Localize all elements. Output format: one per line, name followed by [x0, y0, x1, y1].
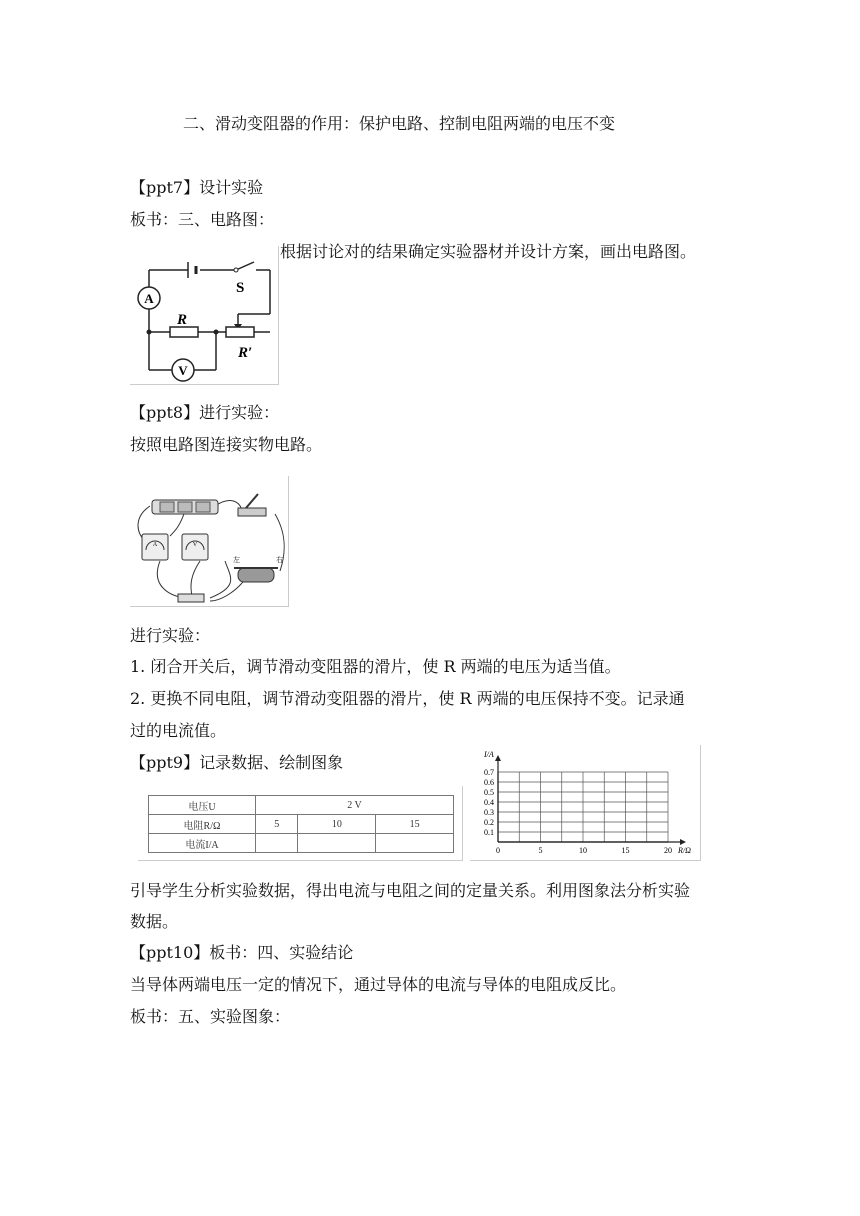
y-tick-label: 0.4	[484, 798, 494, 807]
y-tick-label: 0.1	[484, 828, 494, 837]
conclusion-text: 当导体两端电压一定的情况下，通过导体的电流与导体的电阻成反比。	[130, 975, 627, 994]
y-tick-label: 0.3	[484, 808, 494, 817]
ppt9-heading: 【ppt9】记录数据、绘制图象	[130, 753, 344, 772]
y-tick-label: 0.7	[484, 768, 494, 777]
switch-label: S	[236, 280, 245, 296]
resistor-label: R	[177, 312, 188, 328]
voltmeter-label: V	[178, 363, 188, 378]
connect-circuit-text: 按照电路图连接实物电路。	[130, 435, 323, 454]
circuit-diagram	[130, 246, 279, 385]
table-frame	[138, 786, 463, 861]
table-cell: 15	[376, 815, 454, 834]
table-cell: 电压U	[149, 796, 256, 815]
ppt10-heading: 【ppt10】板书：四、实验结论	[130, 943, 354, 962]
i-r-grid-chart	[470, 745, 701, 861]
do-experiment-label: 进行实验：	[130, 626, 211, 645]
rheostat-symbol	[226, 327, 254, 337]
photo-left-label: 左	[233, 556, 240, 564]
x-axis-arrow-icon	[680, 839, 686, 845]
ppt7-heading: 【ppt7】设计实验	[130, 178, 264, 197]
y-axis-arrow-icon	[495, 755, 501, 761]
step-2-line-2: 过的电流值。	[130, 721, 227, 740]
step-2-line-1: 2. 更换不同电阻，调节滑动变阻器的滑片，使 R 两端的电压保持不变。记录通	[130, 689, 685, 708]
rheostat-label: R′	[238, 345, 253, 361]
table-cell: 5	[256, 815, 298, 834]
rheostat-part	[238, 568, 274, 582]
x-tick-label: 15	[621, 846, 630, 855]
x-tick-label: 0	[496, 846, 500, 855]
resistor-symbol	[170, 327, 198, 337]
photo-ammeter-label: A	[152, 542, 158, 548]
board-graph-label: 板书：五、实验图象：	[130, 1007, 291, 1026]
resistor-part	[178, 594, 204, 602]
x-tick-label: 20	[664, 846, 672, 855]
ammeter-label: A	[144, 291, 154, 306]
photo-right-label: 右	[276, 556, 283, 564]
switch-part	[238, 508, 266, 516]
board-circuit-label: 板书：三、电路图：	[130, 210, 275, 229]
photo-voltmeter-label: V	[192, 542, 198, 548]
step-1: 1. 闭合开关后，调节滑动变阻器的滑片，使 R 两端的电压为适当值。	[130, 657, 621, 676]
analysis-line-2: 数据。	[130, 912, 179, 931]
y-axis-label: I/A	[484, 750, 494, 759]
section-heading-2: 二、滑动变阻器的作用：保护电路、控制电阻两端的电压不变	[183, 114, 616, 133]
table-cell: 电流I/A	[149, 834, 256, 853]
y-tick-label: 0.2	[484, 818, 494, 827]
ppt8-heading: 【ppt8】进行实验：	[130, 403, 280, 422]
x-tick-label: 5	[538, 846, 543, 855]
table-cell: 电阻R/Ω	[149, 815, 256, 834]
table-cell: 2 V	[256, 796, 454, 815]
y-tick-label: 0.5	[484, 788, 494, 797]
x-tick-label: 10	[579, 846, 587, 855]
analysis-line-1: 引导学生分析实验数据，得出电流与电阻之间的定量关系。利用图象法分析实验	[130, 881, 691, 900]
circuit-intro-text: 根据讨论对的结果确定实验器材并设计方案，画出电路图。	[280, 242, 697, 261]
x-axis-label: R/Ω	[678, 846, 691, 855]
table-cell: 10	[298, 815, 376, 834]
y-tick-label: 0.6	[484, 778, 494, 787]
apparatus-photo	[130, 476, 289, 607]
